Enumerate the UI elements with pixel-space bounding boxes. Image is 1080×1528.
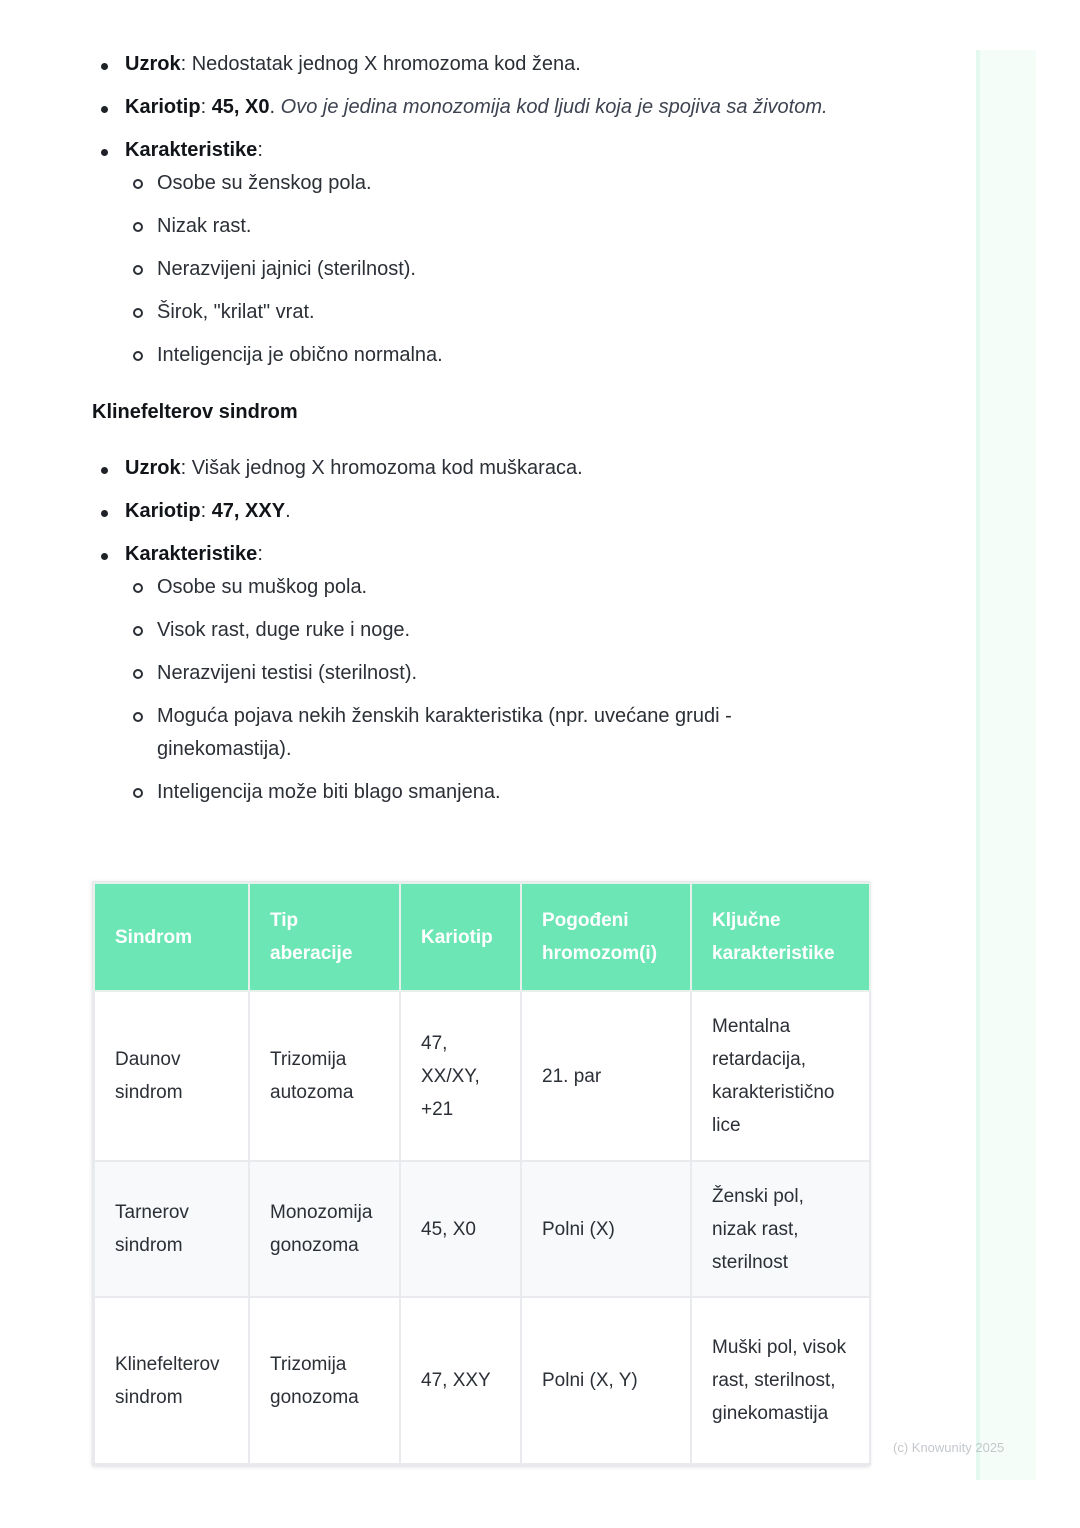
klinefelter-traits-list	[125, 571, 882, 809]
table-row	[94, 991, 870, 1161]
column-header: Tip aberacije	[249, 883, 400, 991]
list-item: Visok rast, duge ruke i noge.	[125, 614, 882, 647]
list-item: Nerazvijeni testisi (sterilnost).	[125, 657, 882, 690]
list-item: Moguća pojava nekih ženskih karakteristika (npr. uvećane grudi - ginekomastija).	[125, 700, 882, 766]
column-header: Sindrom	[94, 883, 249, 991]
syndrome-table	[92, 881, 870, 1466]
table-cell: Trizomija autozoma	[249, 991, 400, 1161]
turner-karyotype: Kariotip: 45, X0. Ovo je jedina monozomija kod ljudi koja je spojiva sa životom.	[92, 91, 882, 124]
cause-label: Uzrok	[125, 53, 181, 75]
klinefelter-traits: Karakteristike: Osobe su muškog pola. Visok rast, duge ruke i noge. Nerazvijeni testisi (sterilnost). Moguća pojava nekih ženskih karakteristika (npr. uvećane grudi - ginekomastija). Inteligencija može biti blago smanjena.	[92, 538, 882, 809]
karyotype-value: 47, XXY	[211, 500, 286, 522]
karyotype-label: Kariotip	[125, 96, 201, 118]
list-item: Nerazvijeni jajnici (sterilnost).	[125, 253, 882, 286]
list-item: Nizak rast.	[125, 210, 882, 243]
traits-label: Karakteristike	[125, 543, 258, 565]
column-header: Ključne karakteristike	[691, 883, 870, 991]
table-header-row	[94, 883, 870, 991]
table-cell: Monozomija gonozoma	[249, 1161, 400, 1297]
list-item: Inteligencija može biti blago smanjena.	[125, 776, 882, 809]
karyotype-note: Ovo je jedina monozomija kod ljudi koja je spojiva sa životom.	[280, 96, 828, 118]
side-panel	[976, 50, 1036, 1480]
cause-label: Uzrok	[125, 457, 181, 479]
table-cell: Klinefelterov sindrom	[94, 1297, 249, 1464]
watermark: (c) Knowunity 2025	[893, 1440, 1005, 1455]
list-item: Osobe su muškog pola.	[125, 571, 882, 604]
document-content	[92, 48, 882, 819]
column-header: Kariotip	[400, 883, 521, 991]
table-cell: Muški pol, visok rast, sterilnost, ginekomastija	[691, 1297, 870, 1464]
table-cell: 45, X0	[400, 1161, 521, 1297]
table-row	[94, 1161, 870, 1297]
table-cell: Ženski pol, nizak rast, sterilnost	[691, 1161, 870, 1297]
table-cell: Polni (X, Y)	[521, 1297, 691, 1464]
table-cell: Daunov sindrom	[94, 991, 249, 1161]
klinefelter-cause	[92, 452, 882, 485]
section-heading: Klinefelterov sindrom	[92, 401, 298, 423]
column-header: Pogođeni hromozom(i)	[521, 883, 691, 991]
klinefelter-karyotype: Kariotip: 47, XXY.	[92, 495, 882, 528]
cause-text: : Višak jednog X hromozoma kod muškaraca.	[180, 457, 583, 479]
table-cell: Trizomija gonozoma	[249, 1297, 400, 1464]
table-cell: Tarnerov sindrom	[94, 1161, 249, 1297]
table-cell: Mentalna retardacija, karakteristično lice	[691, 991, 870, 1161]
table-row	[94, 1297, 870, 1464]
cause-text: : Nedostatak jednog X hromozoma kod žena.	[180, 53, 581, 75]
karyotype-value: 45, X0	[211, 96, 270, 118]
turner-traits: Karakteristike: Osobe su ženskog pola. Nizak rast. Nerazvijeni jajnici (sterilnost). Širok, "krilat" vrat. Inteligencija je obično normalna.	[92, 134, 882, 372]
turner-cause	[92, 48, 882, 81]
table-cell: Polni (X)	[521, 1161, 691, 1297]
list-item: Širok, "krilat" vrat.	[125, 296, 882, 329]
table-cell: 47, XX/XY, +21	[400, 991, 521, 1161]
turner-list	[92, 48, 882, 372]
table-cell: 21. par	[521, 991, 691, 1161]
klinefelter-list	[92, 452, 882, 809]
table-cell: 47, XXY	[400, 1297, 521, 1464]
list-item: Inteligencija je obično normalna.	[125, 339, 882, 372]
list-item: Osobe su ženskog pola.	[125, 167, 882, 200]
traits-label: Karakteristike	[125, 139, 258, 161]
turner-traits-list	[125, 167, 882, 372]
karyotype-label: Kariotip	[125, 500, 201, 522]
